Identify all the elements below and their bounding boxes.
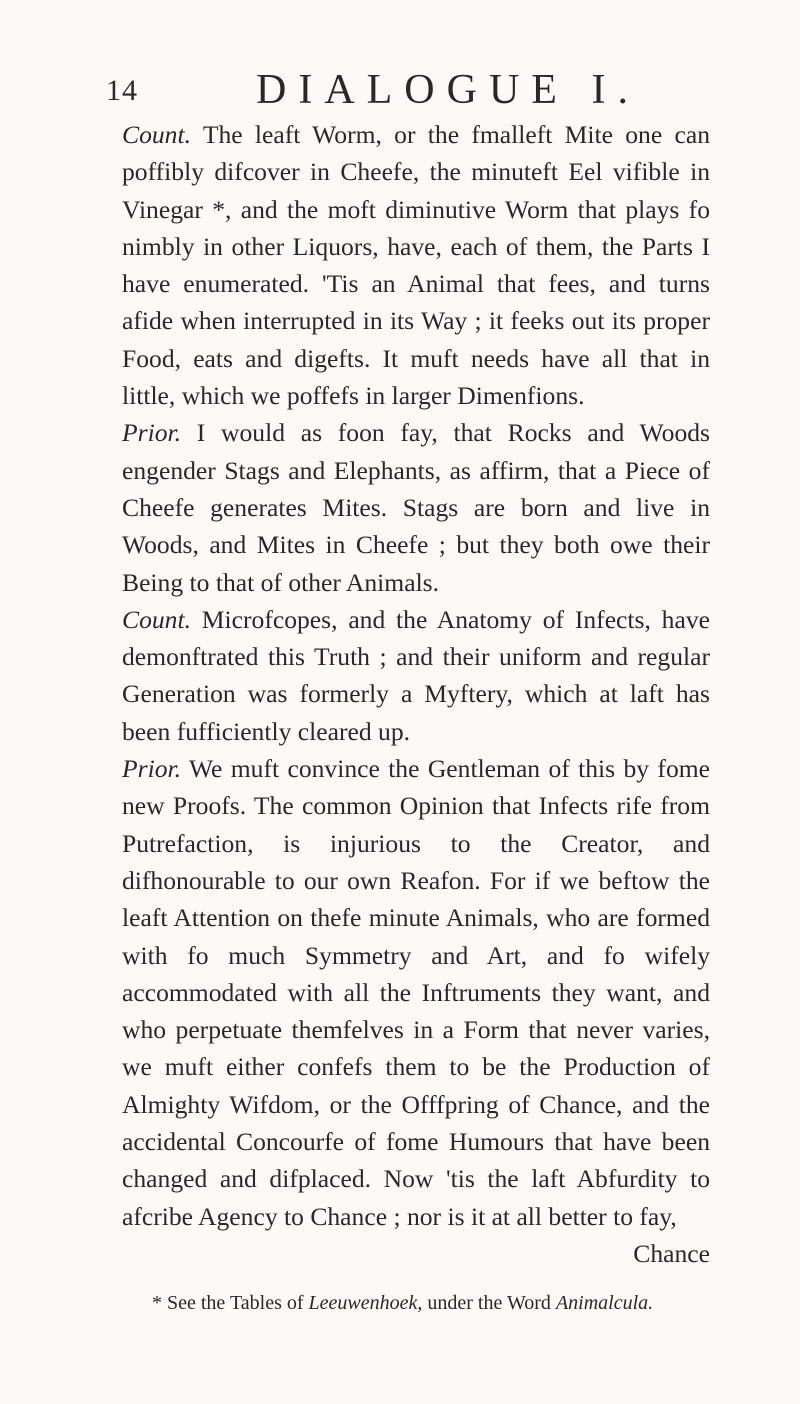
footnote [122,1290,710,1317]
paragraph [122,116,710,414]
footnote-term: Animalcula. [555,1292,654,1314]
paragraph [122,414,710,600]
paragraph-text: I would as foon fay, that Rocks and Woods engender Stags and Elephants, as affirm, that a Piece of Cheefe generates Mites. Stags are born and live in Woods, and Mites in Cheefe ; but they both owe their Being to that of other Animals. [122,418,711,597]
speaker-label: Prior. [122,754,182,784]
footnote-author: Leeuwenhoek, [308,1292,423,1314]
paragraph-text: The leaft Worm, or the fmalleft Mite one can poffibly difcover in Cheefe, the minuteft Eel vifible in Vinegar *, and the moft diminutive Worm that plays fo nimbly in other Liquors, have, each of them, the Parts I have enumerated. 'Tis an Animal that fees, and turns afide when interrupted in its Way ; it feeks out its proper Food, eats and digefts. It muft needs have all that in little, which we poffefs in larger Dimenfions. [122,120,710,411]
paragraph [122,750,710,1235]
paragraph-text: We muft convince the Gentleman of this by fome new Proofs. The common Opinion that Infects rife from Putrefaction, is injurious to the Creator, and difhonourable to our own Reafon. For if we beftow the leaft Attention on thefe minute Animals, who are formed with fo much Symmetry and Art, and fo wifely accommodated with all the Inftruments they want, and who perpetuate themfelves in a Form that never varies, we muft either confefs them to be the Production of Almighty Wifdom, or the Offfpring of Chance, and the accidental Concourfe of fome Humours that have been changed and difplaced. Now 'tis the laft Abfurdity to afcribe Agency to Chance ; nor is it at all better to fay, [122,754,711,1231]
running-title: DIALOGUE I. [256,67,640,113]
speaker-label: Count. [122,604,191,634]
page-body [122,116,710,1272]
footnote-text-after: under the Word [427,1292,551,1314]
page-number: 14 [106,74,138,107]
paragraph [122,601,710,750]
footnote-text: See the Tables of [167,1292,304,1314]
footnote-mark: * [152,1292,162,1314]
speaker-label: Count. [122,120,191,149]
catchword: Chance [633,1238,710,1268]
speaker-label: Prior. [122,418,182,448]
paragraph-text: Microfcopes, and the Anatomy of Infects, have demonftrated this Truth ; and their uniform and regular Generation was formerly a Myftery, which at laft has been fufficiently cleared up. [122,604,710,746]
